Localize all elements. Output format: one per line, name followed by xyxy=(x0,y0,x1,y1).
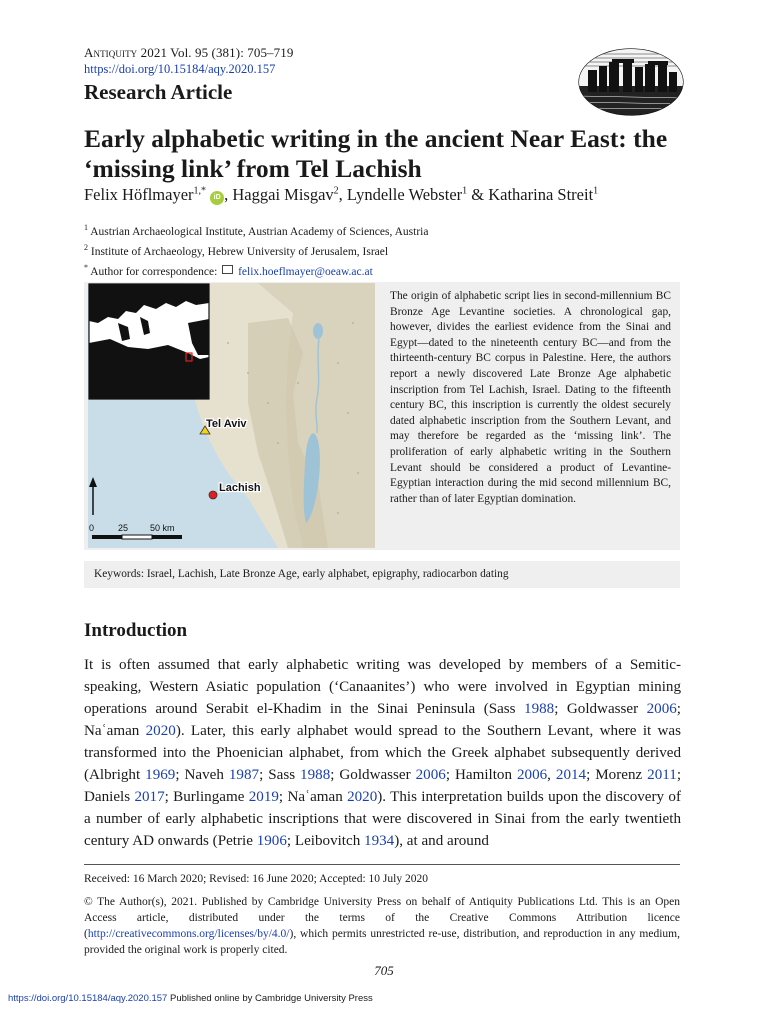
reference-link[interactable]: 1934 xyxy=(364,833,395,849)
section-heading: Introduction xyxy=(84,620,188,641)
reference-link[interactable]: 2006 xyxy=(516,767,548,783)
body-text: ). Later, this early alphabet would spread to the Southern Levant, where it was transformed into the Phoenician alphabet, from which the Greek alphabet subsequently derived (Albright xyxy=(84,723,681,783)
body-text: ). This interpretation builds upon the discovery of a number of early alphabetic inscriptions that were discovered in Sinai from the early twentieth century AD onwards (Petrie xyxy=(84,789,681,849)
reference-link[interactable]: 2020 xyxy=(347,789,378,805)
footer-published: Published online by Cambridge University Press xyxy=(167,993,373,1004)
journal-logo xyxy=(578,48,684,116)
reference-link[interactable]: 2019 xyxy=(248,789,279,805)
reference-link[interactable]: 2006 xyxy=(415,767,446,783)
journal-name: Antiquity xyxy=(84,45,138,60)
scale-label-25: 25 xyxy=(118,523,129,533)
article-type: Research Article xyxy=(84,80,233,104)
scale-label-50: 50 km xyxy=(150,523,175,533)
scale-label-0: 0 xyxy=(89,523,95,533)
body-text: ; Daniels xyxy=(84,767,682,805)
reference-link[interactable]: 1987 xyxy=(228,767,260,783)
author-4: Katharina Streit xyxy=(488,185,594,204)
received-dates: Received: 16 March 2020; Revised: 16 June 2020; Accepted: 10 July 2020 xyxy=(84,873,428,885)
email-icon xyxy=(222,265,233,274)
body-text: ; Burlingame xyxy=(164,789,249,805)
keywords: Keywords: Israel, Lachish, Late Bronze Age, early alphabet, epigraphy, radiocarbon dating xyxy=(94,568,509,580)
lachish-marker-icon xyxy=(209,491,217,499)
correspondence-mark: * xyxy=(84,262,88,272)
reference-link[interactable]: 2006 xyxy=(646,701,677,717)
orcid-icon[interactable]: iD xyxy=(210,191,224,205)
author-2-affil: 2 xyxy=(333,185,339,197)
body-text: ; Naʿaman xyxy=(278,789,348,805)
body-text: ; Naveh xyxy=(175,767,229,783)
reference-link[interactable]: 1988 xyxy=(524,701,555,717)
affiliations xyxy=(84,220,428,279)
location-map xyxy=(88,283,375,548)
author-4-affil: 1 xyxy=(593,185,599,197)
affiliation-mark: 1 xyxy=(84,223,88,232)
page-footer xyxy=(8,993,373,1004)
body-text: , xyxy=(547,767,556,783)
scale-bar xyxy=(92,535,182,539)
author-list xyxy=(84,185,598,205)
journal-citation xyxy=(84,45,293,61)
affiliation-1 xyxy=(84,220,428,240)
body-text: ; Goldwasser xyxy=(330,767,416,783)
affiliation-mark: 2 xyxy=(84,242,88,252)
article-title: Early alphabetic writing in the ancient Near East: the ‘missing link’ from Tel Lachish xyxy=(84,124,668,183)
author-3-affil: 1 xyxy=(462,185,468,197)
reference-link[interactable]: 2020 xyxy=(145,723,176,739)
reference-link[interactable]: 1988 xyxy=(300,767,331,783)
separator: , xyxy=(224,185,233,204)
author-1: Felix Höflmayer xyxy=(84,185,194,204)
body-text: It is often assumed that early alphabetic writing was developed by members of a Semitic-speaking, Western Asiatic population (‘Canaanites’) who were involved in Egyptian mining operations around Serabit el-Khadim in the Sinai Peninsula (Sass xyxy=(84,657,681,717)
footnote-divider xyxy=(84,864,680,865)
correspondence-email[interactable]: felix.hoeflmayer@oeaw.ac.at xyxy=(238,265,373,278)
reference-link[interactable]: 1969 xyxy=(145,767,176,783)
affiliation-text: Austrian Archaeological Institute, Austrian Academy of Sciences, Austria xyxy=(90,225,429,238)
correspondence-label: Author for correspondence: xyxy=(90,265,221,278)
doi-anchor[interactable]: https://doi.org/10.15184/aqy.2020.157 xyxy=(84,62,276,76)
body-text: ; Naʿaman xyxy=(84,701,681,739)
body-text: ; Goldwasser xyxy=(554,701,647,717)
reference-link[interactable]: 1906 xyxy=(256,833,287,849)
correspondence xyxy=(84,260,428,280)
separator: & xyxy=(467,185,489,204)
reference-link[interactable]: 2017 xyxy=(134,789,165,805)
tel-aviv-label: Tel Aviv xyxy=(206,418,247,430)
license-link[interactable]: http://creativecommons.org/licenses/by/4.0/ xyxy=(87,928,290,940)
introduction-paragraph xyxy=(84,654,681,852)
doi-link[interactable] xyxy=(84,62,275,77)
body-text: ; Leibovitch xyxy=(286,833,365,849)
lachish-label: Lachish xyxy=(219,482,261,494)
license-notice xyxy=(84,894,680,958)
reference-link[interactable]: 2014 xyxy=(555,767,587,783)
reference-link[interactable]: 2011 xyxy=(647,767,677,783)
body-text: ; Hamilton xyxy=(445,767,517,783)
body-text: ; Morenz xyxy=(586,767,648,783)
author-2: Haggai Misgav xyxy=(232,185,334,204)
body-text: ), at and around xyxy=(394,833,489,849)
journal-volume: 2021 Vol. 95 (381): 705–719 xyxy=(140,45,294,60)
footer-doi-link[interactable]: https://doi.org/10.15184/aqy.2020.157 xyxy=(8,993,168,1004)
affiliation-text: Institute of Archaeology, Hebrew University of Jerusalem, Israel xyxy=(90,245,389,258)
author-1-affil: 1,* xyxy=(193,185,207,197)
page-number: 705 xyxy=(374,963,394,978)
author-3: Lyndelle Webster xyxy=(346,185,463,204)
license-text: © The Author(s), 2021. Published by Cambridge University Press on behalf of Antiquity Publications Ltd. This is an Open Access article, distributed under the terms of the Creative Commons Attribution licence ( xyxy=(84,896,680,940)
license-text: ), which permits unrestricted re-use, distribution, and reproduction in any medium, provided the original work is properly cited. xyxy=(84,928,680,956)
body-text: ; Sass xyxy=(259,767,301,783)
affiliation-2 xyxy=(84,240,428,260)
abstract-text: The origin of alphabetic script lies in second-millennium BC Bronze Age Levantine societies. A chronological gap, however, divides the earliest evidence from the Sinai and Egypt—dated to the nineteenth century BC—and from the thirteenth-century BC corpus in Palestine. Here, the authors report a newly discovered Late Bronze Age alphabetic inscription from Tel Lachish, Israel. Dating to the fifteenth century BC, this inscription is currently the oldest securely dated alphabetic inscription from the Southern Levant, and may therefore be regarded as the ‘missing link’. The proliferation of early alphabetic writing in the Southern Levant should be considered a product of Levantine-Egyptian interaction during the mid second millennium BC, rather than of later Egyptian domination. xyxy=(390,290,671,505)
separator: , xyxy=(338,185,347,204)
